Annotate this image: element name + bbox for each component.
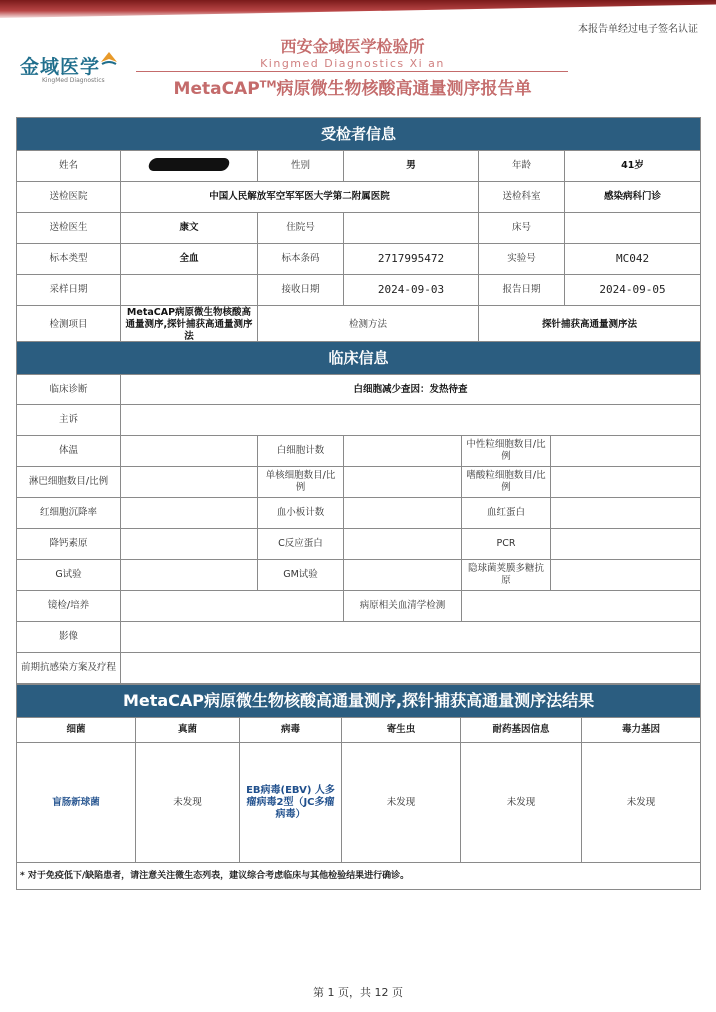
sex-label: 性别 — [258, 151, 344, 182]
esr-label: 红细胞沉降率 — [17, 498, 121, 529]
virulence-result: 未发现 — [582, 743, 701, 863]
bed-label: 床号 — [479, 213, 565, 244]
diagnosis-label: 临床诊断 — [17, 375, 121, 405]
header-bacteria: 细菌 — [17, 718, 136, 743]
wbc-value — [344, 436, 462, 467]
lab-no-value: MC042 — [565, 244, 701, 275]
results-section-title: MetaCAP病原微生物核酸高通量测序,探针捕获高通量测序法结果 — [17, 685, 701, 718]
dept-value: 感染病科门诊 — [565, 182, 701, 213]
plt-value — [344, 498, 462, 529]
hospital-value: 中国人民解放军空军军医大学第二附属医院 — [121, 182, 479, 213]
serology-value — [462, 591, 701, 622]
name-value — [121, 151, 258, 182]
page-number: 第 1 页，共 12 页 — [313, 986, 403, 999]
lab-name: 西安金域医学检验所 — [280, 37, 425, 56]
pcr-value — [551, 529, 701, 560]
gm-test-label: GM试验 — [258, 560, 344, 591]
clinical-info-table — [16, 341, 701, 684]
collect-date-label: 采样日期 — [17, 275, 121, 306]
bed-value — [565, 213, 701, 244]
eos-label: 嗜酸粒细胞数目/比例 — [462, 467, 551, 498]
header-parasite: 寄生虫 — [342, 718, 461, 743]
neut-value — [551, 436, 701, 467]
results-table — [16, 684, 701, 890]
age-label: 年龄 — [479, 151, 565, 182]
bacteria-result: 盲肠新球菌 — [17, 743, 136, 863]
eos-value — [551, 467, 701, 498]
report-date-label: 报告日期 — [479, 275, 565, 306]
mono-value — [344, 467, 462, 498]
doctor-value: 康文 — [121, 213, 258, 244]
imaging-value — [121, 622, 701, 653]
logo-text: 金域医学 — [20, 56, 101, 78]
lab-name-en: Kingmed Diagnostics Xi an — [260, 57, 445, 70]
lymph-value — [121, 467, 258, 498]
crp-value — [344, 529, 462, 560]
antibiotic-label: 前期抗感染方案及疗程 — [17, 653, 121, 684]
inpatient-label: 住院号 — [258, 213, 344, 244]
crp-label: C反应蛋白 — [258, 529, 344, 560]
g-test-value — [121, 560, 258, 591]
diagnosis-value: 白细胞减少查因：发热待查 — [121, 375, 701, 405]
serology-label: 病原相关血清学检测 — [344, 591, 462, 622]
header-virus: 病毒 — [240, 718, 342, 743]
hb-value — [551, 498, 701, 529]
antibiotic-value — [121, 653, 701, 684]
g-test-label: G试验 — [17, 560, 121, 591]
lab-no-label: 实验号 — [479, 244, 565, 275]
crypto-value — [551, 560, 701, 591]
test-method-value: 探针捕获高通量测序法 — [479, 306, 701, 345]
receive-date-label: 接收日期 — [258, 275, 344, 306]
receive-date-value: 2024-09-03 — [344, 275, 479, 306]
dept-label: 送检科室 — [479, 182, 565, 213]
pct-value — [121, 529, 258, 560]
mono-label: 单核细胞数目/比例 — [258, 467, 344, 498]
inpatient-value — [344, 213, 479, 244]
age-value: 41岁 — [565, 151, 701, 182]
complaint-value — [121, 405, 701, 436]
header-virulence: 毒力基因 — [582, 718, 701, 743]
resistance-result: 未发现 — [461, 743, 582, 863]
gm-test-value — [344, 560, 462, 591]
sex-value: 男 — [344, 151, 479, 182]
test-item-label: 检测项目 — [17, 306, 121, 345]
results-note: * 对于免疫低下/缺陷患者，请注意关注微生态列表，建议综合考虑临床与其他检验结果进行确诊。 — [17, 863, 701, 890]
imaging-label: 影像 — [17, 622, 121, 653]
patient-section-title: 受检者信息 — [17, 118, 701, 151]
patient-info-table — [16, 117, 701, 345]
parasite-result: 未发现 — [342, 743, 461, 863]
pct-label: 降钙素原 — [17, 529, 121, 560]
temp-value — [121, 436, 258, 467]
collect-date-value — [121, 275, 258, 306]
barcode-label: 标本条码 — [258, 244, 344, 275]
logo-mark-icon — [98, 50, 120, 72]
pcr-label: PCR — [462, 529, 551, 560]
culture-label: 镜检/培养 — [17, 591, 121, 622]
sample-type-label: 标本类型 — [17, 244, 121, 275]
fungi-result: 未发现 — [136, 743, 240, 863]
sample-type-value: 全血 — [121, 244, 258, 275]
report-date-value: 2024-09-05 — [565, 275, 701, 306]
complaint-label: 主诉 — [17, 405, 121, 436]
barcode-value: 2717995472 — [344, 244, 479, 275]
e-signature-note: 本报告单经过电子签名认证 — [578, 24, 698, 35]
neut-label: 中性粒细胞数目/比例 — [462, 436, 551, 467]
crypto-label: 隐球菌荚膜多糖抗原 — [462, 560, 551, 591]
header-resistance: 耐药基因信息 — [461, 718, 582, 743]
lymph-label: 淋巴细胞数目/比例 — [17, 467, 121, 498]
header-fungi: 真菌 — [136, 718, 240, 743]
culture-value — [121, 591, 344, 622]
redacted-name — [147, 158, 230, 171]
logo-subtext: KingMed Diagnostics — [42, 77, 105, 84]
top-decorative-band — [0, 0, 716, 18]
test-method-label: 检测方法 — [258, 306, 479, 345]
esr-value — [121, 498, 258, 529]
header-divider — [136, 71, 568, 72]
virus-result: EB病毒(EBV) 人多瘤病毒2型（JC多瘤病毒） — [240, 743, 342, 863]
hb-label: 血红蛋白 — [462, 498, 551, 529]
report-title: MetaCAP™病原微生物核酸高通量测序报告单 — [173, 79, 532, 99]
plt-label: 血小板计数 — [258, 498, 344, 529]
name-label: 姓名 — [17, 151, 121, 182]
hospital-label: 送检医院 — [17, 182, 121, 213]
clinical-section-title: 临床信息 — [17, 342, 701, 375]
temp-label: 体温 — [17, 436, 121, 467]
wbc-label: 白细胞计数 — [258, 436, 344, 467]
doctor-label: 送检医生 — [17, 213, 121, 244]
test-item-value: MetaCAP病原微生物核酸高通量测序,探针捕获高通量测序法 — [121, 306, 258, 345]
kingmed-logo — [20, 52, 120, 96]
